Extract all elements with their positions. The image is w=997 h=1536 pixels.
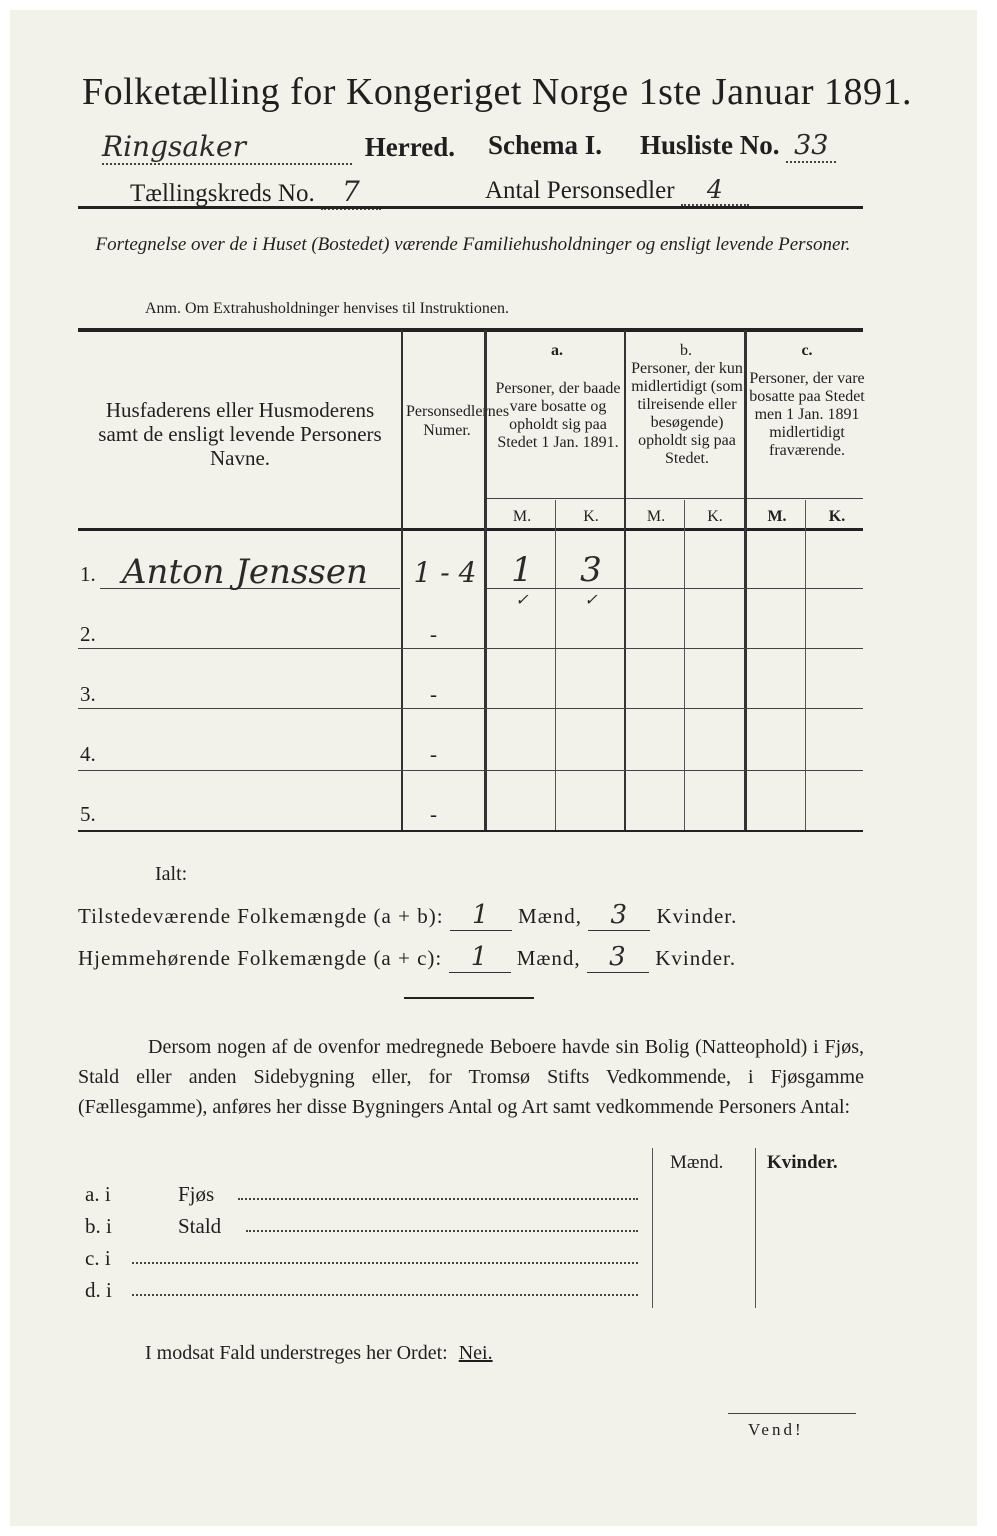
- col-a-letter: a.: [551, 342, 563, 359]
- a-m-header: M.: [512, 508, 532, 525]
- hjemme-line: [78, 942, 878, 973]
- vline-c-mk: [805, 500, 806, 830]
- row-2-numer: -: [430, 622, 437, 646]
- bolig-d-dots: [132, 1294, 638, 1296]
- bolig-a-dots: [238, 1198, 638, 1200]
- row-2-number: 2.: [80, 622, 96, 646]
- col-c-header: Personer, der vare bosatte paa Stedet men 1 Jan. 1891 midlertidigt fraværende.: [749, 370, 865, 459]
- bolig-paragraph: Dersom nogen af de ovenfor medregnede Beboere havde sin Bolig (Natteophold) i Fjøs, Stald eller anden Sidebygning eller, for Tromsø Stifts Vedkommende, i Fjøsgamme (Fællesgamme), anføres her disse Bygningers Antal og Art samt vedkommende Personers Antal:: [78, 1036, 864, 1118]
- row-1-check-k: ✓: [584, 590, 598, 609]
- antal-label: Antal Personsedler: [485, 177, 675, 204]
- row-5-numer: -: [430, 802, 437, 826]
- a-k-header: K.: [583, 508, 599, 525]
- hjemme-maend-label: Mænd,: [516, 946, 581, 970]
- col-b-letter: b.: [680, 342, 692, 359]
- hjemme-kvinder-value: 3: [587, 942, 649, 973]
- husliste-number: 33: [786, 130, 836, 163]
- c-k-header: K.: [828, 508, 846, 525]
- husliste-line: [640, 130, 836, 163]
- bolig-d-letter: d. i: [85, 1278, 112, 1302]
- c-m-header: M.: [767, 508, 787, 525]
- ialt-label: Ialt:: [155, 863, 188, 885]
- b-k-header: K.: [707, 508, 723, 525]
- vline-name: [401, 330, 403, 830]
- row-rule-1: [78, 648, 863, 649]
- col-b-header: Personer, der kun midlertidigt (som tilreisende eller besøgende) opholdt sig paa Stedet.: [631, 360, 743, 467]
- row-1-a-k: 3: [580, 550, 602, 590]
- tilstede-label: Tilstedeværende Folkemængde (a + b):: [78, 904, 444, 928]
- bolig-b-letter: b. i: [85, 1214, 112, 1238]
- bolig-vline-2: [755, 1148, 756, 1308]
- vline-numer: [484, 330, 487, 830]
- bolig-a-letter: a. i: [85, 1182, 111, 1206]
- intro-text: Fortegnelse over de i Huset (Bostedet) værende Familiehusholdninger og ensligt levende Personer.: [95, 234, 851, 255]
- kreds-number: 7: [321, 175, 381, 210]
- vline-b: [744, 330, 747, 830]
- b-m-header: M.: [646, 508, 666, 525]
- bolig-maend-header: Mænd.: [670, 1152, 724, 1173]
- herred-label: Herred.: [364, 132, 455, 162]
- husliste-label: Husliste No.: [640, 130, 780, 160]
- vend-text: Vend!: [748, 1420, 804, 1439]
- vline-b-mk: [684, 500, 685, 830]
- row-1-number: 1.: [80, 562, 96, 586]
- tilstede-maend-label: Mænd,: [518, 904, 582, 928]
- form-title: Folketælling for Kongeriget Norge 1ste Januar 1891.: [82, 71, 913, 113]
- herred-name: Ringsaker: [102, 130, 352, 165]
- row-rule-2: [78, 708, 863, 709]
- anm-note: Anm. Om Extrahusholdninger henvises til Instruktionen.: [145, 300, 509, 317]
- kreds-line: [130, 175, 381, 210]
- mk-rule: [486, 498, 863, 499]
- schema-label: Schema I.: [488, 130, 602, 160]
- row-rule-3: [78, 770, 863, 771]
- col-c-letter: c.: [801, 342, 813, 359]
- header-rule: [78, 206, 863, 209]
- nei-word: Nei.: [458, 1342, 493, 1364]
- bolig-b-dots: [246, 1230, 638, 1232]
- row-4-number: 4.: [80, 742, 96, 766]
- antal-line: [485, 175, 749, 206]
- section-divider: [404, 997, 534, 999]
- tilstede-kvinder-value: 3: [588, 900, 650, 931]
- row-3-numer: -: [430, 682, 437, 706]
- bolig-kvinder-header: Kvinder.: [767, 1152, 838, 1173]
- antal-number: 4: [681, 175, 749, 206]
- col-numer-header: Personsedlernes Numer.: [406, 403, 510, 439]
- table-bottom-rule: [78, 830, 863, 832]
- census-form: [10, 10, 977, 1526]
- row-4-numer: -: [430, 742, 437, 766]
- hjemme-label: Hjemmehørende Folkemængde (a + c):: [78, 946, 443, 970]
- bolig-c-dots: [132, 1262, 638, 1264]
- col-name-header: Husfaderens eller Husmoderens samt de ensligt levende Personers Navne.: [98, 398, 382, 470]
- row-1-name: Anton Jenssen: [122, 552, 368, 592]
- row-1-check-m: ✓: [515, 590, 529, 609]
- vend-rule: [728, 1413, 856, 1414]
- tilstede-maend-value: 1: [450, 900, 512, 931]
- tilstede-kvinder-label: Kvinder.: [656, 904, 738, 928]
- bolig-vline-1: [652, 1148, 653, 1308]
- bolig-a-label: Fjøs: [178, 1182, 215, 1206]
- hjemme-maend-value: 1: [449, 942, 511, 973]
- row-3-number: 3.: [80, 682, 96, 706]
- hjemme-kvinder-label: Kvinder.: [655, 946, 737, 970]
- row-1-numer: 1 - 4: [413, 556, 477, 589]
- tilstede-line: [78, 900, 878, 931]
- row-5-number: 5.: [80, 802, 96, 826]
- bolig-b-label: Stald: [178, 1214, 222, 1238]
- herred-line: [102, 130, 455, 165]
- modsat-line: [145, 1342, 493, 1365]
- bolig-c-letter: c. i: [85, 1246, 111, 1270]
- modsat-text: I modsat Fald understreges her Ordet:: [145, 1342, 448, 1364]
- kreds-label: Tællingskreds No.: [130, 180, 315, 207]
- row-1-a-m: 1: [511, 550, 533, 590]
- col-a-header: Personer, der baade vare bosatte og opholdt sig paa Stedet 1 Jan. 1891.: [495, 380, 621, 451]
